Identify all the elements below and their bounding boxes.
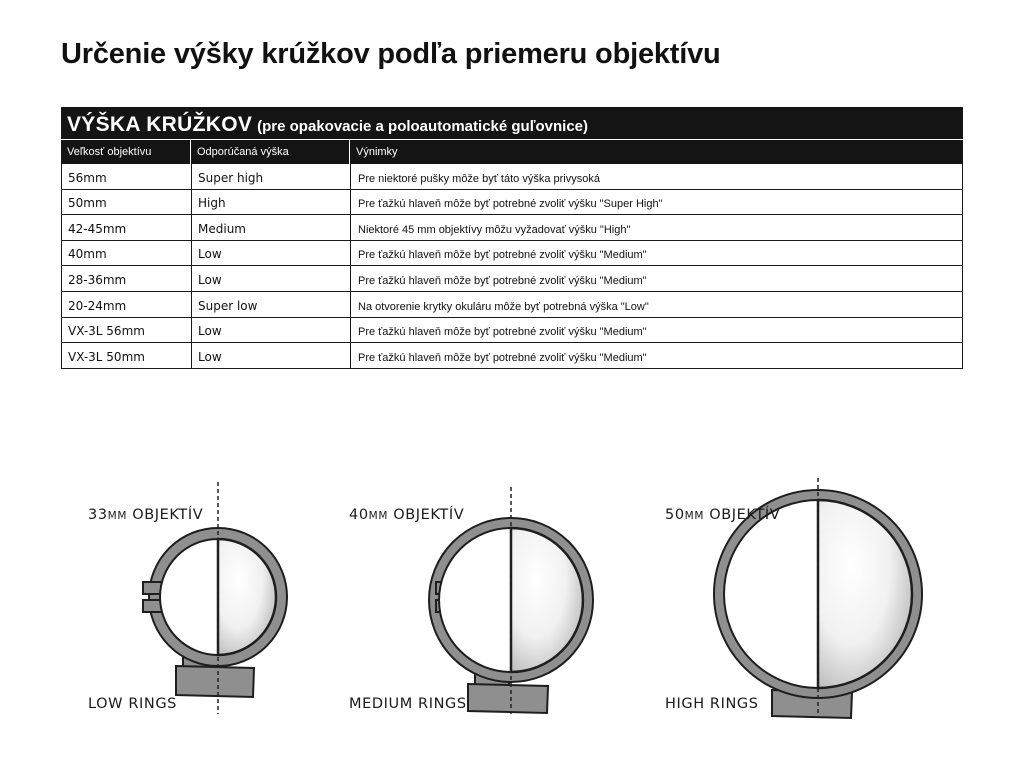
low-rings-label: LOW RINGS: [88, 696, 177, 712]
table-row: [61, 215, 963, 241]
cell-exception: Pre niektoré pušky môže byť táto výška privysoká: [350, 164, 963, 189]
lens-size-unit: MM: [684, 510, 704, 522]
table-row: [61, 343, 963, 369]
table-row: [61, 241, 963, 267]
high-lens-size-label: [665, 507, 780, 523]
lens-size-number: 33: [88, 507, 108, 523]
cell-recommended-height: High: [191, 190, 350, 215]
cell-lens-size: VX-3L 50mm: [61, 343, 191, 368]
lens-size-unit: MM: [107, 510, 127, 522]
table-header-bar: [61, 107, 963, 139]
low-lens-size-label: [88, 507, 203, 523]
cell-exception: Na otvorenie krytky okuláru môže byť potrebná výška "Low": [350, 292, 963, 317]
cell-lens-size: 42-45mm: [61, 215, 191, 240]
lens-size-number: 40: [349, 507, 369, 523]
cell-recommended-height: Low: [191, 318, 350, 343]
column-header-exceptions: Výnimky: [356, 146, 398, 158]
cell-lens-size: 20-24mm: [61, 292, 191, 317]
cell-exception: Pre ťažkú hlaveň môže byť potrebné zvoliť výšku "Medium": [350, 318, 963, 343]
cell-lens-size: 40mm: [61, 241, 191, 266]
medium-lens-size-label: [349, 507, 464, 523]
cell-recommended-height: Medium: [191, 215, 350, 240]
lens-size-word: OBJEKTÍV: [709, 507, 781, 523]
cell-lens-size: 50mm: [61, 190, 191, 215]
cell-exception: Pre ťažkú hlaveň môže byť potrebné zvoliť výšku "Medium": [350, 343, 963, 368]
table-row: [61, 318, 963, 344]
column-header-lens-size: Veľkosť objektívu: [61, 140, 191, 164]
cell-recommended-height: Super low: [191, 292, 350, 317]
cell-recommended-height: Low: [191, 266, 350, 291]
cell-exception: Pre ťažkú hlaveň môže byť potrebné zvoliť výšku "Super High": [350, 190, 963, 215]
ring-height-table: [61, 107, 963, 369]
ring-base: [468, 684, 548, 713]
ring-base: [176, 666, 254, 697]
page-title: Určenie výšky krúžkov podľa priemeru objektívu: [61, 38, 721, 70]
cell-lens-size: 28-36mm: [61, 266, 191, 291]
cell-lens-size: 56mm: [61, 164, 191, 189]
table-column-headers: [61, 139, 963, 164]
lens-size-number: 50: [665, 507, 685, 523]
table-row: [61, 292, 963, 318]
table-title: VÝŠKA KRÚŽKOV: [67, 113, 253, 136]
table-row: [61, 164, 963, 190]
medium-rings-label: MEDIUM RINGS: [349, 696, 467, 712]
column-header-recommended-height: Odporúčaná výška: [191, 140, 350, 164]
lens-size-word: OBJEKTÍV: [393, 507, 465, 523]
lens-size-word: OBJEKTÍV: [132, 507, 204, 523]
table-row: [61, 190, 963, 216]
cell-exception: Niektoré 45 mm objektívy môžu vyžadovať výšku "High": [350, 215, 963, 240]
table-row: [61, 266, 963, 292]
cell-exception: Pre ťažkú hlaveň môže byť potrebné zvoliť výšku "Medium": [350, 241, 963, 266]
cell-exception: Pre ťažkú hlaveň môže byť potrebné zvoliť výšku "Medium": [350, 266, 963, 291]
high-rings-label: HIGH RINGS: [665, 696, 759, 712]
cell-lens-size: VX-3L 56mm: [61, 318, 191, 343]
cell-recommended-height: Low: [191, 343, 350, 368]
cell-recommended-height: Super high: [191, 164, 350, 189]
cell-recommended-height: Low: [191, 241, 350, 266]
lens-size-unit: MM: [368, 510, 388, 522]
table-subtitle: (pre opakovacie a poloautomatické guľovnice): [257, 118, 589, 135]
table-body: [61, 164, 963, 369]
